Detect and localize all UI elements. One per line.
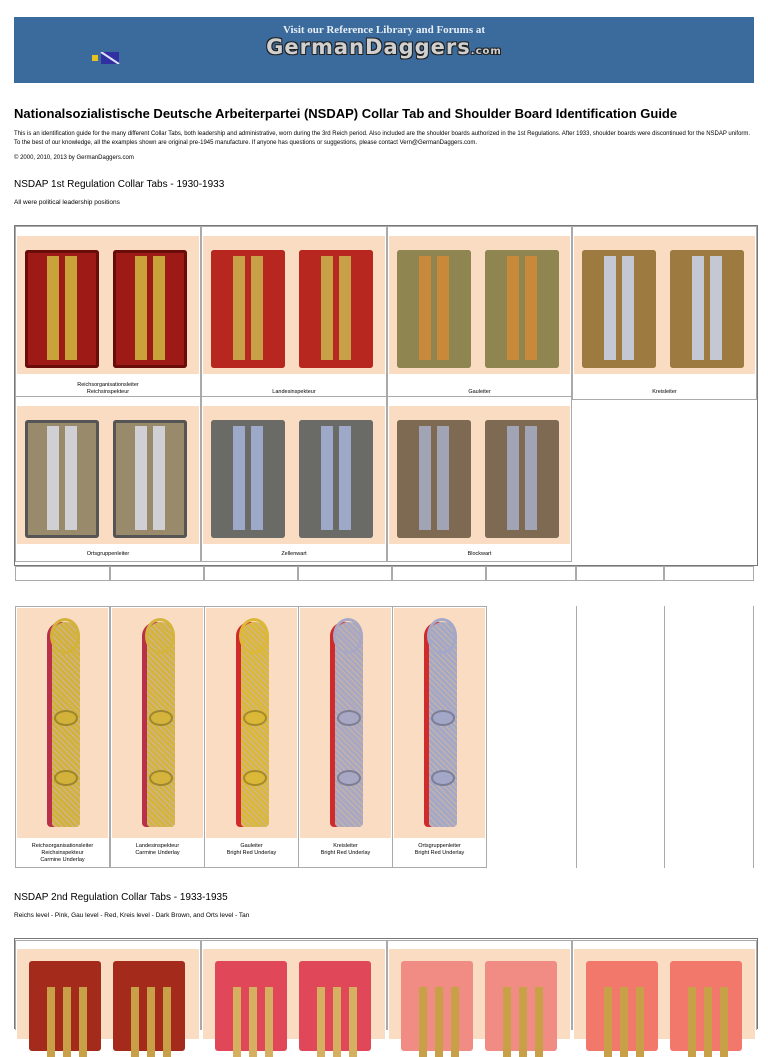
collar-tab <box>485 961 557 1051</box>
tab-strip <box>65 426 77 530</box>
collar-tab <box>485 250 559 368</box>
tab-strip <box>131 987 139 1057</box>
logo-suffix: .com <box>470 46 502 57</box>
shoulder-board-photo <box>206 608 297 838</box>
collar-tab <box>586 961 658 1051</box>
collar-tab-photo <box>17 949 199 1039</box>
tab-strip <box>620 987 628 1057</box>
tab-strip <box>688 987 696 1057</box>
tab-strip <box>233 256 245 360</box>
intro-text: This is an identification guide for the many different Collar Tabs, both leadership and administrative, worn during the 3rd Reich period. Also included are the shoulder boards authorized in the 1st Regulations. After 1933, shoulder boards were discontinued for the NSDAP uniform. To the best of our knowledge, all the examples shown are original pre-1945 manufacture. If anyone has questions or suggestions, please contact Vern@GermanDaggers.com. <box>14 131 751 146</box>
collar-tab-photo <box>17 406 199 544</box>
collar-tab <box>113 961 185 1051</box>
banner-tagline: Visit our Reference Library and Forums at <box>282 24 486 36</box>
spacer-cell <box>15 566 110 581</box>
shoulder-board-photo <box>394 608 485 838</box>
site-logo[interactable] <box>14 35 754 59</box>
spacer-cell <box>298 566 392 581</box>
tab-strip <box>79 987 87 1057</box>
collar-tab-cell[interactable] <box>387 940 572 1030</box>
tab-strip <box>321 426 333 530</box>
board-knot <box>54 710 78 726</box>
tab-strip <box>233 987 241 1057</box>
board-knot <box>431 710 455 726</box>
shoulder-board-caption: Reichsorganisationsleiter Reichsinspekteur Carmine Underlay <box>31 843 94 863</box>
collar-tab-cell[interactable] <box>15 226 201 400</box>
tab-strip <box>720 987 728 1057</box>
board-knot <box>243 770 267 786</box>
tab-strip <box>153 426 165 530</box>
board-loop <box>50 618 80 654</box>
shoulder-board-caption: Ortsgruppenleiter Bright Red Underlay <box>414 843 465 856</box>
tab-strip <box>419 426 431 530</box>
tab-strip <box>704 987 712 1057</box>
collar-tab <box>113 250 187 368</box>
collar-tab-photo <box>389 406 570 544</box>
shoulder-board <box>52 622 80 827</box>
collar-tab-cell[interactable] <box>387 396 572 562</box>
board-loop <box>333 618 363 654</box>
board-loop <box>239 618 269 654</box>
collar-tab-caption: Landesinspekteur <box>272 389 316 395</box>
collar-tab-cell[interactable] <box>201 396 387 562</box>
tab-strip <box>451 987 459 1057</box>
section2-title: NSDAP 2nd Regulation Collar Tabs - 1933-1935 <box>14 892 228 903</box>
shoulder-board <box>429 622 457 827</box>
collar-tab-caption: Ortsgruppenleiter <box>86 551 130 557</box>
collar-tab-caption: Kreisleiter <box>652 389 677 395</box>
collar-tab <box>211 420 285 538</box>
spacer-cell <box>576 566 664 581</box>
tab-strip <box>636 987 644 1057</box>
collar-tab <box>113 420 187 538</box>
board-knot <box>54 770 78 786</box>
collar-tab-caption: Zellenwart <box>281 551 307 557</box>
collar-tab <box>29 961 101 1051</box>
collar-tab-photo <box>203 406 385 544</box>
tab-strip <box>535 987 543 1057</box>
collar-tab <box>401 961 473 1051</box>
collar-tab-photo <box>389 949 570 1039</box>
collar-tab <box>215 961 287 1051</box>
tab-strip <box>47 426 59 530</box>
tab-strip <box>519 987 527 1057</box>
collar-tab <box>299 961 371 1051</box>
spacer-cell <box>110 566 204 581</box>
shoulder-board-cell[interactable] <box>298 606 393 868</box>
grid-line <box>486 606 487 868</box>
grid-line <box>576 606 577 868</box>
board-loop <box>145 618 175 654</box>
spacer-cell <box>204 566 298 581</box>
collar-tab-caption: Gauleiter <box>468 389 491 395</box>
shoulder-board-cell[interactable] <box>15 606 110 868</box>
tab-strip <box>47 987 55 1057</box>
board-loop <box>427 618 457 654</box>
tab-strip <box>604 256 616 360</box>
tab-strip <box>65 256 77 360</box>
shoulder-board-photo <box>17 608 108 838</box>
tab-strip <box>233 426 245 530</box>
tab-strip <box>507 256 519 360</box>
collar-tab-cell[interactable] <box>201 940 387 1030</box>
collar-tab-cell[interactable] <box>201 226 387 400</box>
logo-text: GermanDaggers <box>266 35 471 59</box>
shoulder-board-cell[interactable] <box>392 606 487 868</box>
tab-strip <box>339 426 351 530</box>
tab-strip <box>163 987 171 1057</box>
tab-strip <box>249 987 257 1057</box>
tab-strip <box>317 987 325 1057</box>
tab-strip <box>251 256 263 360</box>
collar-tab-cell[interactable] <box>15 396 201 562</box>
collar-tab-photo <box>203 236 385 374</box>
board-knot <box>149 710 173 726</box>
tab-strip <box>153 256 165 360</box>
collar-tab-cell[interactable] <box>572 226 757 400</box>
collar-tab-photo <box>389 236 570 374</box>
tab-strip <box>63 987 71 1057</box>
collar-tab <box>299 420 373 538</box>
collar-tab <box>670 961 742 1051</box>
collar-tab-photo <box>574 236 755 374</box>
tab-strip <box>135 426 147 530</box>
shoulder-board <box>241 622 269 827</box>
tab-strip <box>135 256 147 360</box>
collar-tab-caption: Blockwart <box>467 551 492 557</box>
tab-strip <box>437 426 449 530</box>
spacer-cell <box>486 566 576 581</box>
tab-strip <box>604 987 612 1057</box>
spacer-cell <box>664 566 754 581</box>
collar-tab-cell[interactable] <box>387 226 572 400</box>
tab-strip <box>47 256 59 360</box>
shoulder-board-photo <box>112 608 203 838</box>
board-knot <box>337 710 361 726</box>
board-knot <box>149 770 173 786</box>
shoulder-board <box>147 622 175 827</box>
page-title: Nationalsozialistische Deutsche Arbeiterpartei (NSDAP) Collar Tab and Shoulder Board Identification Guide <box>14 106 678 121</box>
section1-subtitle: All were political leadership positions <box>14 199 120 206</box>
collar-tab <box>670 250 744 368</box>
section1-title: NSDAP 1st Regulation Collar Tabs - 1930-1933 <box>14 179 225 190</box>
collar-tab <box>25 250 99 368</box>
spacer-cell <box>392 566 486 581</box>
collar-tab <box>211 250 285 368</box>
shoulder-board-caption: Landesinspekteur Carmine Underlay <box>135 843 180 856</box>
board-knot <box>243 710 267 726</box>
flag-icon <box>92 52 120 64</box>
collar-tab <box>582 250 656 368</box>
grid-line <box>664 606 665 868</box>
tab-strip <box>525 426 537 530</box>
tab-strip <box>147 987 155 1057</box>
tab-strip <box>333 987 341 1057</box>
tab-strip <box>507 426 519 530</box>
collar-tab <box>397 250 471 368</box>
collar-tab-photo <box>203 949 385 1039</box>
tab-strip <box>349 987 357 1057</box>
shoulder-board-caption: Kreisleiter Bright Red Underlay <box>320 843 371 856</box>
shoulder-board-photo <box>300 608 391 838</box>
tab-strip <box>692 256 704 360</box>
collar-tab <box>25 420 99 538</box>
collar-tab <box>485 420 559 538</box>
shoulder-board-caption: Gauleiter Bright Red Underlay <box>226 843 277 856</box>
board-knot <box>337 770 361 786</box>
collar-tab-photo <box>574 949 755 1039</box>
tab-strip <box>710 256 722 360</box>
collar-tab-photo <box>17 236 199 374</box>
tab-strip <box>622 256 634 360</box>
tab-strip <box>503 987 511 1057</box>
tab-strip <box>525 256 537 360</box>
collar-tab-caption: Reichsorganisationsleiter Reichsinspekteur <box>77 382 139 395</box>
tab-strip <box>321 256 333 360</box>
board-knot <box>431 770 455 786</box>
collar-tab-cell[interactable] <box>572 940 757 1030</box>
tab-strip <box>437 256 449 360</box>
tab-strip <box>251 426 263 530</box>
shoulder-board <box>335 622 363 827</box>
collar-tab <box>299 250 373 368</box>
tab-strip <box>419 987 427 1057</box>
tab-strip <box>339 256 351 360</box>
collar-tab <box>397 420 471 538</box>
collar-tab-cell[interactable] <box>15 940 201 1030</box>
copyright: © 2000, 2010, 2013 by GermanDaggers.com <box>14 155 134 161</box>
tab-strip <box>435 987 443 1057</box>
grid-line <box>753 606 754 868</box>
tab-strip <box>419 256 431 360</box>
section2-subtitle: Reichs level - Pink, Gau level - Red, Kreis level - Dark Brown, and Orts level - Tan <box>14 912 250 919</box>
tab-strip <box>265 987 273 1057</box>
shoulder-board-cell[interactable] <box>204 606 299 868</box>
site-banner[interactable] <box>14 17 754 83</box>
shoulder-board-cell[interactable] <box>110 606 205 868</box>
